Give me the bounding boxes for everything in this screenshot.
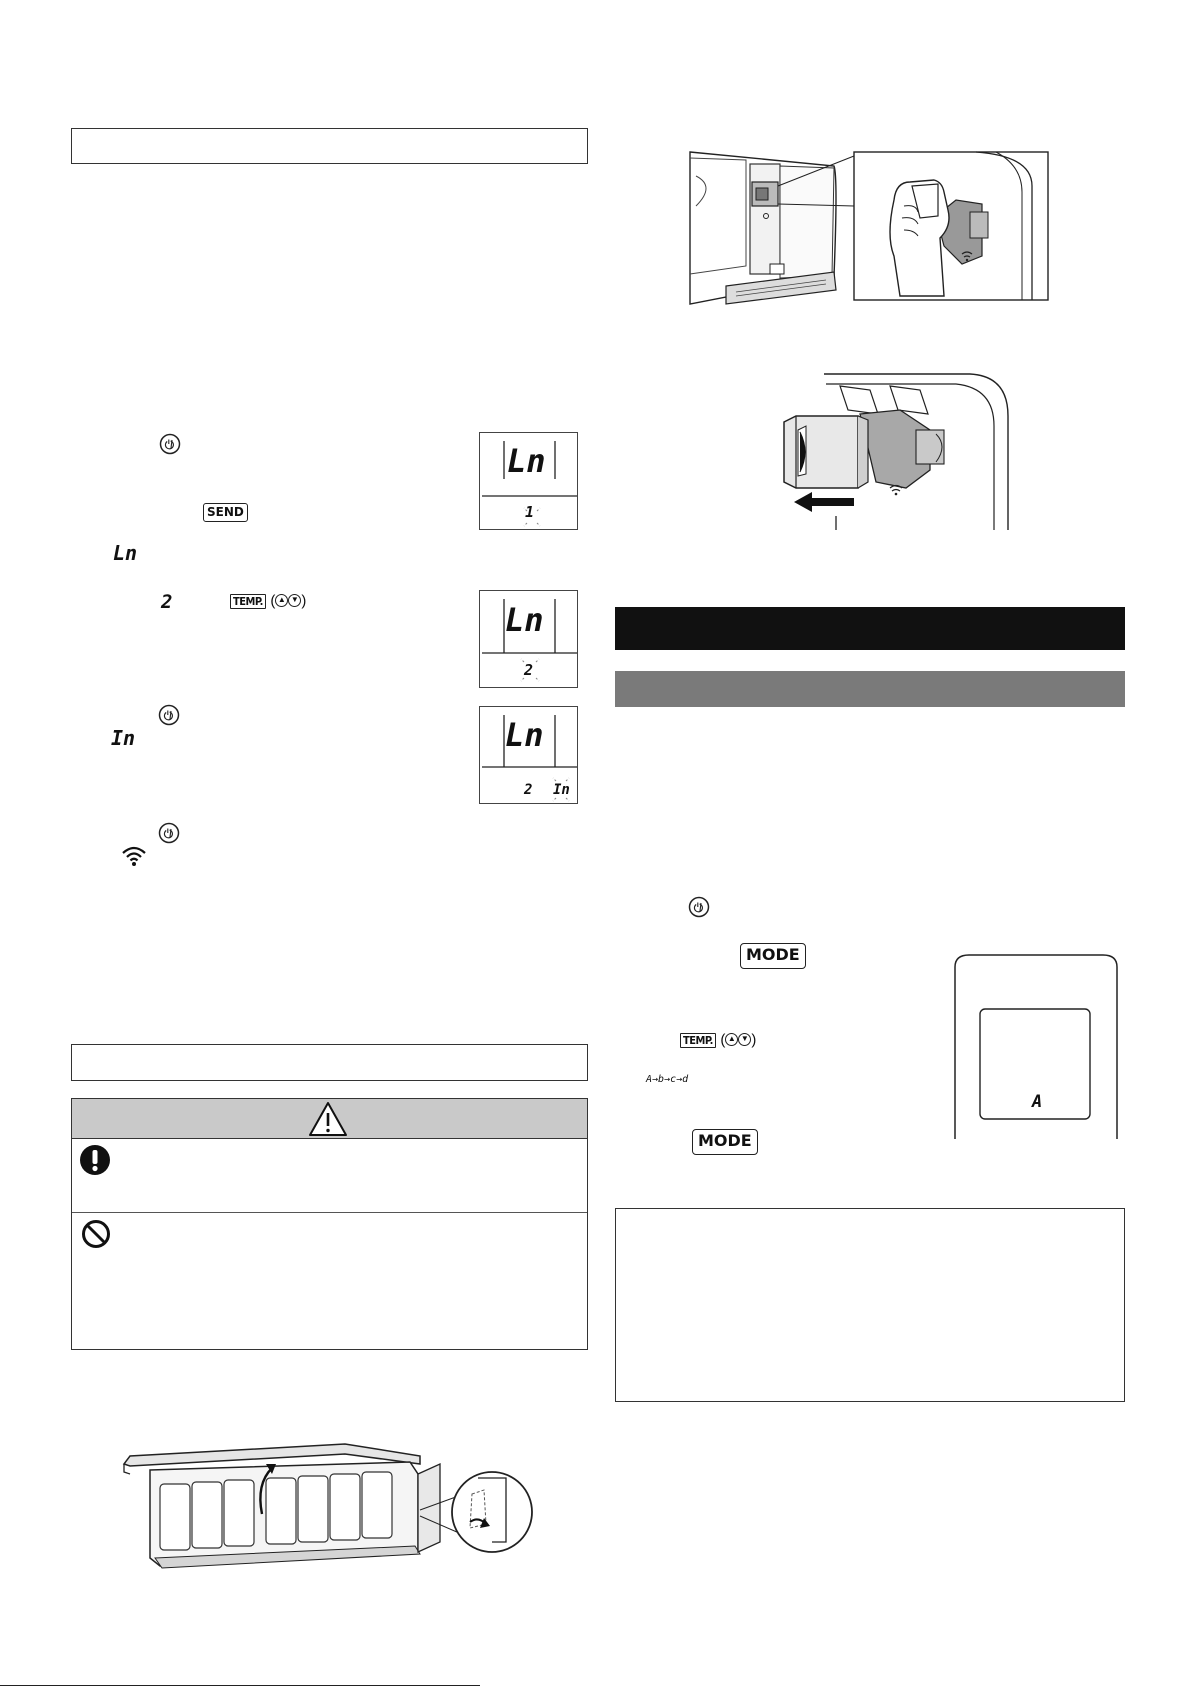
down-arrow-icon: ▼	[738, 1033, 751, 1046]
wifi-icon	[121, 845, 147, 867]
lcd3-code: Ln	[505, 716, 544, 754]
lcd1-digit: 1	[525, 503, 535, 521]
lcd-display-step3	[479, 706, 578, 804]
temp-key: TEMP.	[680, 1033, 716, 1048]
ln-code-inline: Ln	[113, 541, 138, 565]
section-title-bar	[615, 607, 1125, 650]
lcd2-digit: 2	[524, 661, 534, 679]
up-arrow-icon: ▲	[725, 1033, 738, 1046]
power-button-icon	[158, 822, 180, 844]
wireless-module-location-illustration	[686, 146, 1052, 308]
footer-rule	[0, 1685, 480, 1686]
prohibited-icon	[81, 1219, 111, 1249]
note-box	[615, 1208, 1125, 1402]
lcd2-code: Ln	[505, 601, 544, 639]
caution-divider	[72, 1212, 587, 1213]
module-removal-illustration	[780, 370, 1020, 532]
mode-key: MODE	[692, 1129, 758, 1155]
indoor-unit-panel-open-illustration	[120, 1434, 535, 1584]
caution-panel	[71, 1098, 588, 1350]
subsection-title-bar	[615, 671, 1125, 707]
temp-key-group-2: TEMP. ( ▲ ▼ )	[680, 1031, 756, 1049]
lcd-display-step1	[479, 432, 578, 530]
temp-key-group-1: TEMP. ( ▲ ▼ )	[230, 592, 306, 610]
mandatory-exclamation-icon	[79, 1144, 111, 1176]
caution-header	[72, 1099, 587, 1139]
lcd-display-step2	[479, 590, 578, 688]
power-button-icon	[688, 896, 710, 918]
in-code-inline: In	[111, 726, 136, 750]
mode-key: MODE	[740, 943, 806, 969]
warning-triangle-icon	[308, 1101, 348, 1137]
section-heading-box-2	[71, 1044, 588, 1081]
power-button-icon	[158, 704, 180, 726]
section-heading-box	[71, 128, 588, 164]
up-arrow-icon: ▲	[275, 594, 288, 607]
lcd3-digit: 2	[524, 782, 533, 798]
send-key: SEND	[203, 503, 248, 522]
lcd3-in: In	[553, 782, 570, 798]
code-sequence: A→b→c→d	[646, 1074, 689, 1085]
digit-2-inline: 2	[161, 591, 173, 613]
power-button-icon	[159, 433, 181, 455]
down-arrow-icon: ▼	[288, 594, 301, 607]
lcd1-code: Ln	[507, 442, 546, 480]
temp-key: TEMP.	[230, 594, 266, 609]
remote-display-value: A	[1032, 1092, 1043, 1112]
